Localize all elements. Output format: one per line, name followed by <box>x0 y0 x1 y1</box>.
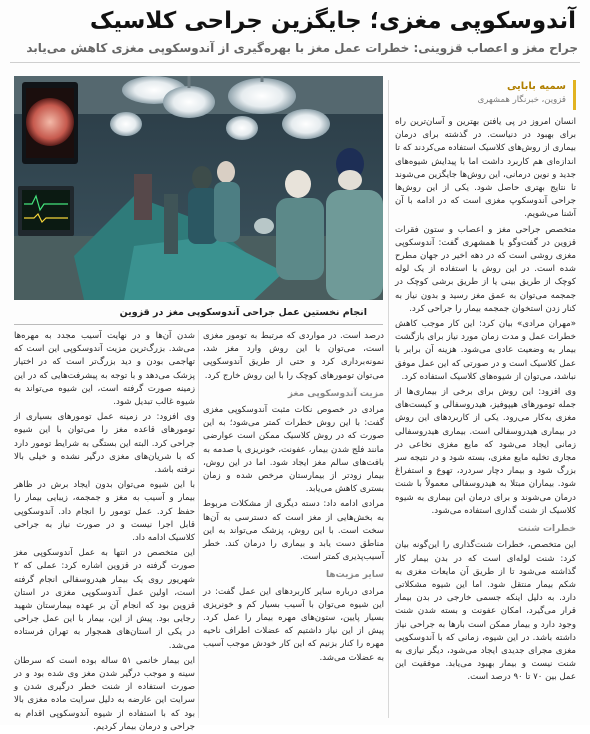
header-divider <box>10 62 580 63</box>
article-paragraph: مرادی ادامه داد: دسته دیگری از مشکلات مربوط به بخش‌هایی از مغز است که دسترسی به آن‌ها سخت است. با این روش، پزشک می‌تواند به این مناطق دست یابد و بیماری را درمان کند. خطر آسیب‌پذیری کمتر است. <box>203 499 384 563</box>
column-divider <box>198 330 199 718</box>
section-subheading: سایر مزیت‌ها <box>325 570 384 581</box>
section-subheading: خطرات شنت <box>517 524 576 535</box>
caption-divider <box>14 324 383 325</box>
article-paragraph: این متخصص، خطرات شنت‌گذاری را این‌گونه بیان کرد: شنت لوله‌ای است که در بدن بیمار کار گذاشته می‌شود تا از طریق آن مایعات مغزی به شکم بیمار منتقل شود. اما این شیوه مشکلاتی دارد. به دلیل اینکه جسمی خارجی در بدن بیمار قرار می‌گیرد، امکان عفونت و بسته شدن شنت وجود دارد و بیمار ممکن است بارها به جراحی نیاز داشته باشد. در این شیوه، زمانی که با آندوسکوپی مغزی مجرای جدیدی ایجاد می‌شود، دیگر نیازی به شنت نیست و بیمار بهبود می‌یابد. موفقیت این عمل بین ۷۰ تا ۹۰ درصد است. <box>395 540 576 683</box>
article-paragraph: انسان امروز در پی یافتن بهترین و آسان‌ترین راه برای بهبود در دنیاست. در گذشته برای درمان بیماری از روش‌های کلاسیک استفاده می‌کردند که تا اندازه‌ای هم کاربرد داشت اما با پیدایش شیوه‌های جدید و نوین درمانی، این روش‌ها جایگزین می‌شوند تا نتایج بهتری حاصل شود. یکی از این روش‌ها جراحی آندوسکوپ مغزی است که در ادامه با آن آشنا می‌شویم. <box>395 117 576 220</box>
surgery-photo <box>14 76 383 300</box>
article-column-left <box>14 330 195 732</box>
article-paragraph: مرادی در خصوص نکات مثبت آندوسکوپی مغزی گفت: با این روش خطرات کمتر می‌شود؛ به این صورت که در روش کلاسیک ممکن است عوارضی مانند فلج شدن بیمار، عفونت، خونریزی یا صدمه به بافت‌های سالم مغز ایجاد شود. اما در این روش، بیمار زودتر از بیمارستان مرخص شده و زمان بستری کاهش می‌یابد. <box>203 405 384 495</box>
article-paragraph: «مهران مرادی» بیان کرد: این کار موجب کاهش خطرات عمل و مدت زمان مورد نیاز برای بازگشت بیمار به وضعیت عادی می‌شود. هزینه آن برابر با عمل کلاسیک است و در صورتی که این عمل موفق نباشد، می‌توان از شیوه‌های کلاسیک استفاده کرد. <box>395 319 576 382</box>
article-column-right <box>395 116 576 718</box>
column-divider <box>388 80 389 718</box>
article-paragraph: مرادی درباره سایر کاربردهای این عمل گفت: در این شیوه می‌توان با آسیب بسیار کم و خونریزی بسیار پایین، ستون‌های مهره بیمار را عمل کرد. پیش از این نیاز داشتیم که عضلات اطراف ناحیه مهره را کنار بزنیم که این کار خودش موجب آسیب به عضلات می‌شد. <box>203 586 384 663</box>
article-paragraph: متخصص جراحی مغز و اعصاب و ستون فقرات قزوین در گفت‌وگو با همشهری گفت: آندوسکوپی مغزی روشی است که در دهه اخیر در جهان مطرح شده است. در این روش با استفاده از یک لوله کوچک از طریق بینی یا از طریق برشی کوچک در جمجمه می‌توان به عمق مغز رسید و بدون نیاز به کنار زدن استخوان جمجمه بیمار را جراحی کرد. <box>395 224 576 314</box>
section-subheading: مزیت آندوسکوپی مغز <box>287 388 384 399</box>
article-paragraph: با این شیوه می‌توان بدون ایجاد برش در ظاهر بیمار و آسیب به مغز و جمجمه، زیبایی بیمار را حفظ کرد. عمل تومور را انجام داد. آندوسکوپی قابل اجرا نیست و در صورت نیاز به جراحی کلاسیک ادامه داد. <box>14 480 195 544</box>
article-paragraph: شدن آن‌ها و در نهایت آسیب مجدد به مهره‌ها می‌شد. بزرگ‌ترین مزیت آندوسکوپی این است که تهاجمی بودن و دید بزرگ‌تر است که در اختیار پزشک می‌دهد و با توجه به پیشرفت‌هایی که در این زمینه صورت گرفته است، این شیوه می‌تواند به شیوه غالب تبدیل شود. <box>14 331 195 408</box>
article-paragraph: این متخصص در انتها به عمل آندوسکوپی مغز صورت گرفته در قزوین اشاره کرد: عملی که ۲ شهریور روی یک بیمار هیدروسفالی انجام گرفته است، اولین عمل آندوسکوپی مغزی در استان قزوین بود که انجام آن بر عهده بیمارستان شهید رجایی بود. پیش از این، بیمار با این عمل جراحی در یکی از استان‌های همجوار به تهران فرستاده می‌شد. <box>14 548 195 651</box>
author-name: سمیه بابایی <box>506 81 566 92</box>
photo-caption: انجام نخستین عمل جراحی آندوسکوپی مغز در قزوین <box>119 307 367 318</box>
subheadline: جراح مغز و اعصاب قزوینی: خطرات عمل مغز با بهره‌گیری از آندوسکوپی مغزی کاهش می‌یابد <box>26 41 578 55</box>
byline <box>396 80 576 110</box>
author-role: قزوین، خبرنگار همشهری <box>477 95 566 105</box>
headline: آندوسکوپی مغزی؛ جایگزین جراحی کلاسیک <box>89 8 576 34</box>
article-paragraph: این بیمار خانمی ۵۱ ساله بوده است که سرطان سینه و موجب درگیر شدن مغز وی شده بود و در صورت استفاده از شنت خطر درگیری شدن و سرایت این عارضه به دلیل سرایت ماده مغزی بالا بود که با استفاده از شیوه آندوسکوپی اقدام به جراحی و درمان بیمار کردیم. <box>14 655 195 732</box>
article-paragraph: وی افزود: این روش برای برخی از بیماری‌ها از جمله تومورهای هیپوفیز، هیدروسفالی و کیست‌های مغزی به‌کار می‌رود. یکی از کاربردهای این روش در بیماری هیدروسفالی است. بیماری هیدروسفالی زمانی ایجاد می‌شود که مایع مغزی نخاعی در مجاری تخلیه مایع مغزی، بسته شود و در نتیجه سر بزرگ شود و بیمار دچار سردرد، تهوع و استفراغ شود. بیماران مبتلا به هیدروسفالی معمولاً با شنت درمان می‌شوند و برای درمان این بیماری به شیوه کلاسیک از شنت گذاری استفاده می‌شود. <box>395 387 576 516</box>
article-paragraph: درصد است. در مواردی که مرتبط به تومور مغزی است، می‌توان با این روش وارد مغز شد، نمونه‌برداری کرد و حتی از طریق آندوسکوپی می‌توان تومورهای کوچک را با این روش خارج کرد. <box>203 331 384 381</box>
article-column-middle <box>203 330 384 718</box>
article-paragraph: وی افزود: در زمینه عمل تومورهای بسیاری از تومورهای قاعده مغز را می‌توان با این شیوه جراحی کرد. البته این بستگی به شرایط تومور دارد که با شریان‌های مغزی درگیر نشده و خیلی بالا نرفته باشد. <box>14 412 195 476</box>
